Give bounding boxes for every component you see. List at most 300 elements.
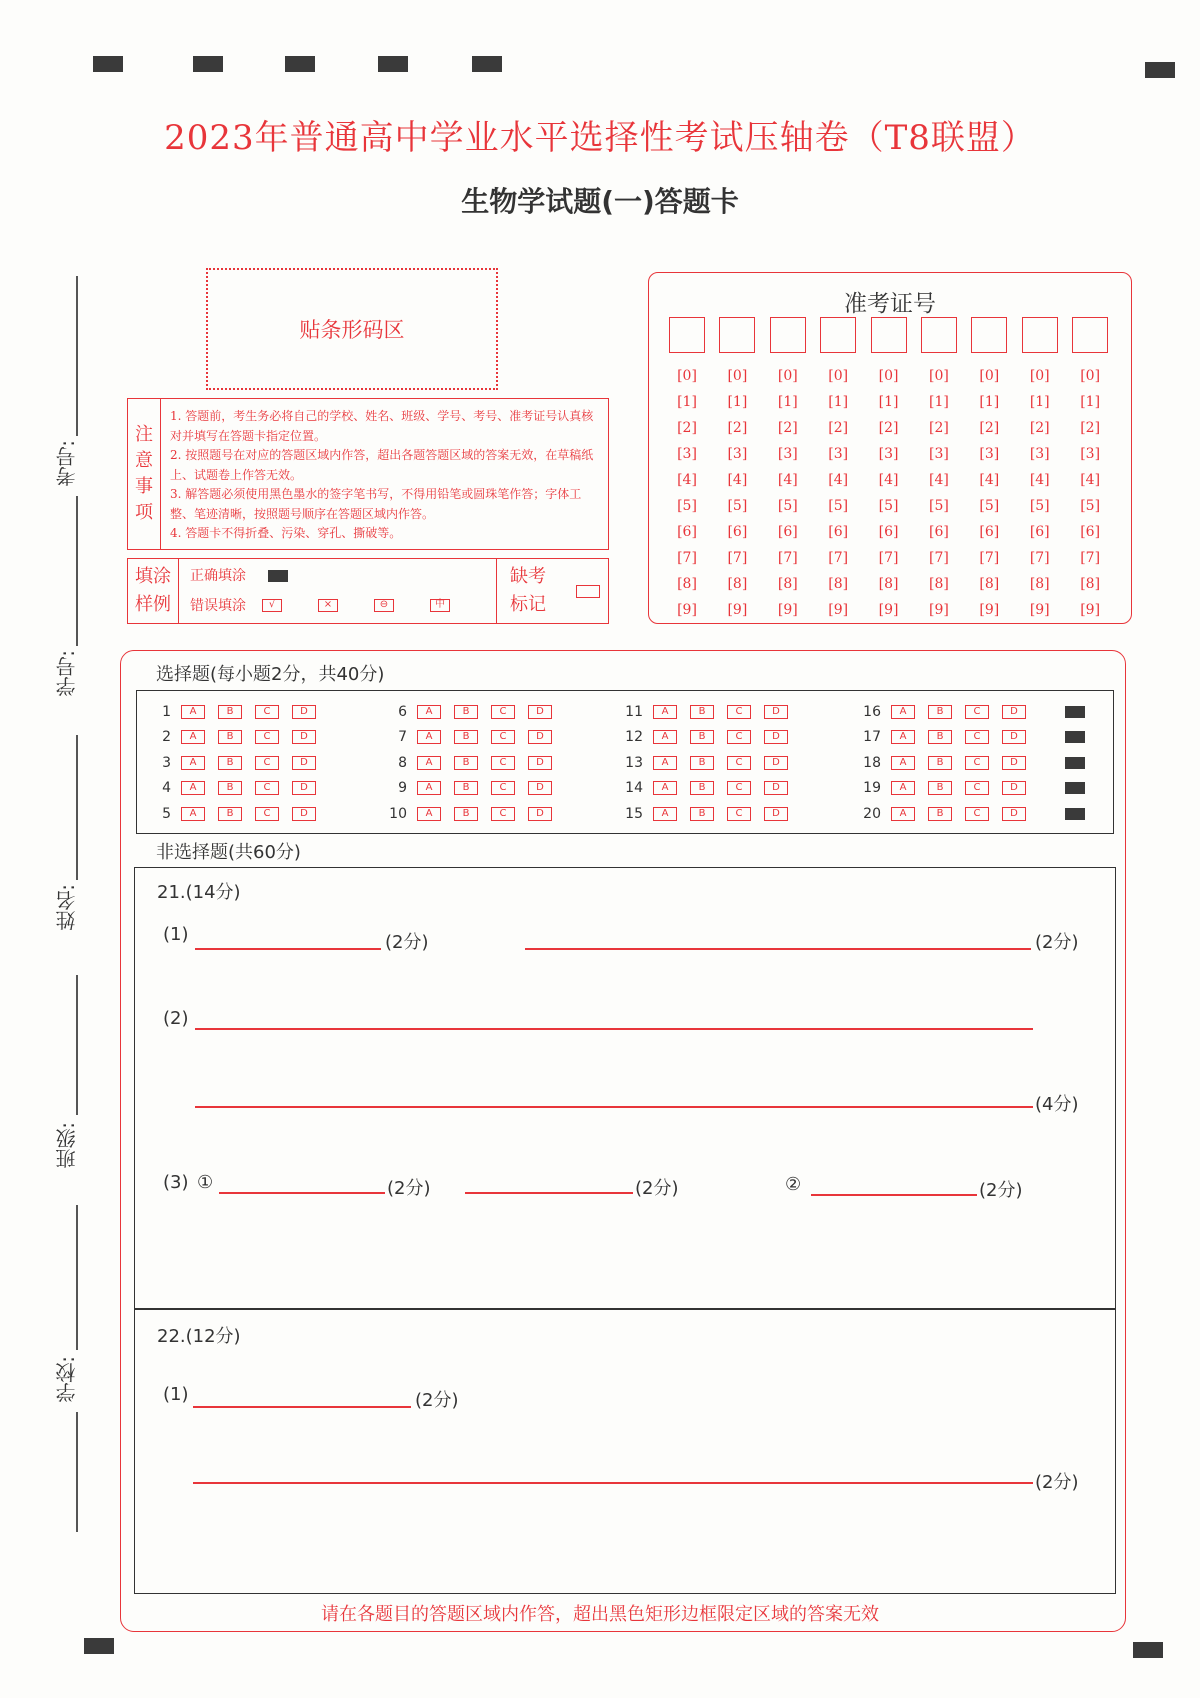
admission-digit-column [871, 317, 907, 623]
mc-option-b[interactable]: B [218, 756, 242, 770]
mc-option-b[interactable]: B [928, 781, 952, 795]
admission-digit-box[interactable] [921, 317, 957, 353]
admission-digit-option[interactable]: [7] [1080, 550, 1101, 566]
mc-option-b[interactable]: B [454, 756, 478, 770]
admission-digit-option[interactable]: [9] [929, 602, 949, 618]
notice-head [128, 399, 161, 549]
binding-line [76, 276, 78, 436]
admission-digit-option[interactable]: [2] [929, 420, 949, 436]
mc-option-d[interactable]: D [1002, 730, 1026, 744]
mc-option-a[interactable]: A [891, 705, 915, 719]
mc-question-row [609, 801, 801, 827]
admission-digit-option[interactable]: [0] [1080, 368, 1101, 384]
admission-digit-column [921, 317, 957, 623]
answer-line[interactable] [525, 948, 1031, 950]
answer-line[interactable] [195, 1028, 1033, 1030]
mc-question-number: 3 [162, 754, 171, 771]
position-mark [378, 56, 408, 72]
mc-option-c[interactable]: C [255, 756, 279, 770]
admission-digit-option[interactable]: [0] [929, 368, 949, 384]
admission-digit-option[interactable]: [6] [1029, 524, 1050, 540]
mc-option-a[interactable]: A [653, 756, 677, 770]
admission-digit-option[interactable]: [5] [1029, 498, 1050, 514]
notice-item: 3. 解答题必须使用黑色墨水的签字笔书写，不得用铅笔或圆珠笔作答；字体工整、笔迹清晰，按照题号顺序在答题区域内作答。 [170, 487, 582, 521]
admission-digit-box[interactable] [719, 317, 755, 353]
admission-digit-option[interactable]: [4] [979, 472, 1000, 488]
mc-option-d[interactable]: D [292, 756, 316, 770]
admission-digit-option[interactable]: [3] [1029, 446, 1050, 462]
admission-digit-box[interactable] [871, 317, 907, 353]
q22-part1-points-b: (2分) [1035, 1472, 1079, 1493]
mc-option-b[interactable]: B [454, 705, 478, 719]
mc-option-a[interactable]: A [653, 705, 677, 719]
mc-question-row [847, 750, 1085, 776]
answer-line[interactable] [219, 1192, 385, 1194]
mc-option-c[interactable]: C [255, 781, 279, 795]
mc-option-d[interactable]: D [528, 807, 552, 821]
binding-line [76, 1205, 78, 1350]
admission-digit-option[interactable]: [8] [878, 576, 899, 592]
mc-option-c[interactable]: C [727, 756, 751, 770]
mc-option-c[interactable]: C [727, 807, 751, 821]
admission-digit-option[interactable]: [5] [979, 498, 1000, 514]
admission-digit-option[interactable]: [1] [1080, 394, 1101, 410]
notice-head-char: 意 [135, 450, 153, 471]
mc-question-number: 17 [863, 729, 881, 746]
mc-option-c[interactable]: C [965, 705, 989, 719]
mc-question-row [373, 725, 565, 751]
admission-digit-option[interactable]: [5] [727, 498, 748, 514]
mc-option-c[interactable]: C [491, 781, 515, 795]
admission-digit-option[interactable]: [5] [828, 498, 849, 514]
position-mark [93, 56, 123, 72]
admission-digit-option[interactable]: [2] [1080, 420, 1101, 436]
mc-option-d[interactable]: D [764, 781, 788, 795]
row-timing-mark [1065, 808, 1085, 820]
admission-digit-option[interactable]: [1] [878, 394, 899, 410]
admission-digit-option[interactable]: [2] [727, 420, 748, 436]
wrong-fill-line: 中 [430, 599, 450, 612]
admission-digit-option[interactable]: [8] [777, 576, 798, 592]
mc-section-label: 选择题(每小题2分，共40分) [156, 664, 385, 685]
admission-digit-option[interactable]: [8] [727, 576, 748, 592]
admission-digit-option[interactable]: [3] [777, 446, 798, 462]
nc-section-label: 非选择题(共60分) [156, 842, 301, 863]
absent-checkbox[interactable] [576, 585, 600, 598]
notice-item: 2. 按照题号在对应的答题区域内作答，超出各题答题区域的答案无效，在草稿纸上、试题卷上作答无效。 [170, 448, 594, 482]
mc-option-b[interactable]: B [928, 730, 952, 744]
mc-question-number: 2 [162, 729, 171, 746]
mc-question-number: 13 [625, 754, 643, 771]
fill-head-text: 样例 [135, 594, 171, 615]
admission-digit-column [669, 317, 705, 623]
q21-part3-points-a: (2分) [387, 1178, 431, 1199]
wrong-fill-label: 错误填涂 [190, 598, 246, 614]
admission-digit-option[interactable]: [6] [828, 524, 849, 540]
mc-answer-box [136, 690, 1114, 834]
mc-question-row [609, 725, 801, 751]
admission-digit-option[interactable]: [3] [677, 446, 697, 462]
notice-head-char: 事 [135, 476, 153, 497]
admission-digit-option[interactable]: [8] [979, 576, 1000, 592]
mc-option-d[interactable]: D [528, 730, 552, 744]
q21-part1-label: (1) [163, 924, 189, 945]
page-title: 2023年普通高中学业水平选择性考试压轴卷（T8联盟） [164, 118, 1036, 158]
mc-question-row [137, 776, 329, 802]
mc-option-b[interactable]: B [928, 756, 952, 770]
mc-option-b[interactable]: B [454, 781, 478, 795]
mc-question-number: 10 [389, 805, 407, 822]
footer-warning: 请在各题目的答题区域内作答，超出黑色矩形边框限定区域的答案无效 [321, 1604, 879, 1625]
q22-part1-label: (1) [163, 1384, 189, 1405]
mc-option-d[interactable]: D [528, 705, 552, 719]
mc-option-b[interactable]: B [928, 705, 952, 719]
mc-option-a[interactable]: A [417, 705, 441, 719]
admission-digit-option[interactable]: [3] [727, 446, 748, 462]
position-mark [1145, 62, 1175, 78]
admission-digit-option[interactable]: [1] [1029, 394, 1050, 410]
mc-option-c[interactable]: C [491, 705, 515, 719]
position-mark [193, 56, 223, 72]
mc-group [137, 699, 329, 827]
row-timing-mark [1065, 731, 1085, 743]
kaohao-label: 考号: [55, 440, 79, 487]
admission-digit-column [1022, 317, 1058, 623]
admission-digit-option[interactable]: [2] [777, 420, 798, 436]
admission-digit-option[interactable]: [0] [878, 368, 899, 384]
admission-digit-option[interactable]: [3] [979, 446, 1000, 462]
page-subtitle: 生物学试题(一)答题卡 [461, 185, 739, 218]
mc-option-a[interactable]: A [181, 730, 205, 744]
mc-option-c[interactable]: C [965, 756, 989, 770]
fill-head-text: 填涂 [135, 566, 171, 587]
admission-digit-column [1072, 317, 1108, 623]
admission-digit-option[interactable]: [9] [677, 602, 697, 618]
admission-number-columns [669, 317, 1108, 623]
answer-line[interactable] [193, 1406, 411, 1408]
notice-body [170, 407, 600, 544]
mc-question-row [609, 776, 801, 802]
admission-digit-option[interactable]: [1] [929, 394, 949, 410]
q21-part3-points-c: (2分) [979, 1180, 1023, 1201]
mc-option-b[interactable]: B [690, 756, 714, 770]
mc-option-d[interactable]: D [292, 705, 316, 719]
xuexiao-label: 学校: [55, 1356, 79, 1403]
mc-question-row [137, 725, 329, 751]
question-divider [135, 1308, 1115, 1310]
mc-question-number: 16 [863, 703, 881, 720]
notice-item: 4. 答题卡不得折叠、污染、穿孔、撕破等。 [170, 526, 402, 540]
admission-digit-option[interactable]: [7] [979, 550, 1000, 566]
admission-digit-column [820, 317, 856, 623]
q21-part3-circle1: ① [197, 1172, 214, 1193]
binding-line [76, 1412, 78, 1532]
q21-part2-points: (4分) [1035, 1094, 1079, 1115]
mc-option-d[interactable]: D [1002, 781, 1026, 795]
q22-part1-points: (2分) [415, 1390, 459, 1411]
mc-option-a[interactable]: A [181, 807, 205, 821]
admission-digit-option[interactable]: [3] [929, 446, 949, 462]
mc-option-c[interactable]: C [491, 730, 515, 744]
answer-line[interactable] [195, 1106, 1033, 1108]
correct-fill-label: 正确填涂 [190, 568, 246, 584]
admission-digit-option[interactable]: [5] [677, 498, 697, 514]
mc-group [373, 699, 565, 827]
barcode-area[interactable] [206, 268, 498, 390]
admission-digit-option[interactable]: [7] [828, 550, 849, 566]
barcode-label: 贴条形码区 [299, 318, 405, 342]
mc-option-c[interactable]: C [727, 730, 751, 744]
admission-digit-option[interactable]: [5] [777, 498, 798, 514]
mc-option-d[interactable]: D [292, 781, 316, 795]
mc-option-a[interactable]: A [417, 807, 441, 821]
admission-digit-option[interactable]: [6] [1080, 524, 1101, 540]
mc-question-row [847, 699, 1085, 725]
mc-question-number: 7 [398, 729, 407, 746]
admission-digit-option[interactable]: [7] [878, 550, 899, 566]
admission-digit-option[interactable]: [3] [878, 446, 899, 462]
answer-line[interactable] [811, 1194, 977, 1196]
mc-question-row [373, 801, 565, 827]
admission-digit-option[interactable]: [0] [979, 368, 1000, 384]
admission-digit-option[interactable]: [8] [1029, 576, 1050, 592]
mc-option-c[interactable]: C [491, 756, 515, 770]
mc-question-number: 19 [863, 780, 881, 797]
admission-digit-option[interactable]: [0] [828, 368, 849, 384]
admission-digit-option[interactable]: [9] [828, 602, 849, 618]
q21-part1-points-a: (2分) [385, 932, 429, 953]
mc-option-c[interactable]: C [255, 730, 279, 744]
mc-question-row [847, 776, 1085, 802]
mc-question-number: 11 [625, 703, 643, 720]
mc-option-c[interactable]: C [255, 705, 279, 719]
admission-digit-option[interactable]: [6] [727, 524, 748, 540]
mc-question-row [609, 699, 801, 725]
admission-digit-column [971, 317, 1007, 623]
admission-digit-option[interactable]: [0] [777, 368, 798, 384]
admission-digit-option[interactable]: [1] [828, 394, 849, 410]
mc-option-a[interactable]: A [417, 730, 441, 744]
admission-digit-box[interactable] [669, 317, 705, 353]
mc-option-a[interactable]: A [891, 756, 915, 770]
admission-digit-option[interactable]: [4] [1029, 472, 1050, 488]
admission-digit-option[interactable]: [7] [727, 550, 748, 566]
mc-option-d[interactable]: D [292, 807, 316, 821]
mc-question-number: 5 [162, 805, 171, 822]
notice-box [127, 398, 609, 550]
mc-option-c[interactable]: C [491, 807, 515, 821]
position-mark [1133, 1642, 1163, 1658]
absent-label: 缺考 [510, 566, 546, 587]
mc-option-d[interactable]: D [528, 781, 552, 795]
mc-option-b[interactable]: B [690, 705, 714, 719]
admission-digit-option[interactable]: [4] [929, 472, 949, 488]
admission-digit-column [719, 317, 755, 623]
admission-digit-option[interactable]: [4] [1080, 472, 1101, 488]
mc-option-a[interactable]: A [417, 756, 441, 770]
mc-question-number: 9 [398, 780, 407, 797]
q22-head: 22.(12分) [157, 1326, 241, 1347]
mc-question-row [137, 801, 329, 827]
mc-question-row [847, 801, 1085, 827]
mc-option-a[interactable]: A [891, 781, 915, 795]
admission-digit-option[interactable]: [4] [727, 472, 748, 488]
admission-digit-option[interactable]: [2] [828, 420, 849, 436]
mc-question-number: 18 [863, 754, 881, 771]
mc-option-d[interactable]: D [1002, 807, 1026, 821]
answer-line[interactable] [195, 948, 381, 950]
mc-question-row [137, 699, 329, 725]
mc-option-b[interactable]: B [218, 705, 242, 719]
admission-digit-option[interactable]: [5] [878, 498, 899, 514]
mc-question-row [847, 725, 1085, 751]
mc-option-b[interactable]: B [928, 807, 952, 821]
fill-example-head [128, 559, 179, 623]
admission-digit-option[interactable]: [6] [777, 524, 798, 540]
mc-question-number: 15 [625, 805, 643, 822]
admission-digit-option[interactable]: [0] [677, 368, 697, 384]
fill-example-samples [178, 559, 497, 623]
mc-option-a[interactable]: A [181, 756, 205, 770]
mc-option-b[interactable]: B [218, 730, 242, 744]
mc-option-a[interactable]: A [653, 807, 677, 821]
admission-digit-option[interactable]: [1] [979, 394, 1000, 410]
mc-option-b[interactable]: B [218, 781, 242, 795]
admission-digit-option[interactable]: [1] [677, 394, 697, 410]
admission-digit-option[interactable]: [4] [878, 472, 899, 488]
position-mark [84, 1638, 114, 1654]
admission-digit-option[interactable]: [9] [878, 602, 899, 618]
admission-digit-option[interactable]: [6] [929, 524, 949, 540]
mc-question-number: 12 [625, 729, 643, 746]
mc-option-a[interactable]: A [653, 730, 677, 744]
admission-digit-option[interactable]: [0] [727, 368, 748, 384]
mc-option-d[interactable]: D [528, 756, 552, 770]
correct-fill-sample [268, 570, 288, 582]
mc-option-d[interactable]: D [764, 756, 788, 770]
admission-digit-option[interactable]: [8] [1080, 576, 1101, 592]
answer-line[interactable] [193, 1482, 1033, 1484]
absent-label: 标记 [510, 594, 546, 615]
q21-head: 21.(14分) [157, 882, 241, 903]
binding-line [76, 735, 78, 880]
mc-option-a[interactable]: A [181, 705, 205, 719]
mc-option-d[interactable]: D [764, 705, 788, 719]
mc-question-row [137, 750, 329, 776]
admission-digit-option[interactable]: [3] [828, 446, 849, 462]
admission-digit-option[interactable]: [4] [677, 472, 697, 488]
admission-digit-option[interactable]: [9] [727, 602, 748, 618]
q21-part3-points-b: (2分) [635, 1178, 679, 1199]
admission-digit-option[interactable]: [2] [979, 420, 1000, 436]
mc-option-b[interactable]: B [690, 730, 714, 744]
q21-part3-label: (3) [163, 1172, 189, 1193]
mc-option-d[interactable]: D [1002, 705, 1026, 719]
mc-option-c[interactable]: C [965, 807, 989, 821]
mc-option-a[interactable]: A [417, 781, 441, 795]
mc-option-b[interactable]: B [454, 730, 478, 744]
mc-option-a[interactable]: A [891, 807, 915, 821]
admission-digit-box[interactable] [820, 317, 856, 353]
q21-part2-label: (2) [163, 1008, 189, 1029]
admission-digit-box[interactable] [971, 317, 1007, 353]
notice-head-char: 注 [135, 424, 153, 445]
admission-digit-option[interactable]: [9] [1029, 602, 1050, 618]
mc-option-c[interactable]: C [255, 807, 279, 821]
admission-digit-option[interactable]: [2] [1029, 420, 1050, 436]
mc-question-row [373, 699, 565, 725]
mc-option-b[interactable]: B [690, 807, 714, 821]
admission-number-title: 准考证号 [844, 291, 936, 317]
mc-option-c[interactable]: C [965, 730, 989, 744]
position-mark [472, 56, 502, 72]
mc-option-c[interactable]: C [965, 781, 989, 795]
mc-question-number: 4 [162, 780, 171, 797]
admission-digit-option[interactable]: [8] [929, 576, 949, 592]
answer-line[interactable] [465, 1192, 633, 1194]
admission-digit-option[interactable]: [7] [929, 550, 949, 566]
mc-question-number: 6 [398, 703, 407, 720]
mc-option-b[interactable]: B [454, 807, 478, 821]
admission-digit-option[interactable]: [2] [677, 420, 697, 436]
mc-option-a[interactable]: A [181, 781, 205, 795]
admission-digit-option[interactable]: [1] [777, 394, 798, 410]
admission-digit-option[interactable]: [7] [777, 550, 798, 566]
mc-question-number: 20 [863, 805, 881, 822]
admission-digit-option[interactable]: [6] [677, 524, 697, 540]
mc-option-d[interactable]: D [764, 730, 788, 744]
mc-option-c[interactable]: C [727, 705, 751, 719]
admission-digit-option[interactable]: [7] [677, 550, 697, 566]
q21-part3-circle2: ② [785, 1174, 802, 1195]
admission-digit-option[interactable]: [5] [929, 498, 949, 514]
admission-digit-option[interactable]: [9] [777, 602, 798, 618]
mc-option-b[interactable]: B [218, 807, 242, 821]
admission-digit-option[interactable]: [9] [979, 602, 1000, 618]
admission-digit-option[interactable]: [3] [1080, 446, 1101, 462]
mc-option-a[interactable]: A [653, 781, 677, 795]
row-timing-mark [1065, 757, 1085, 769]
mc-option-c[interactable]: C [727, 781, 751, 795]
admission-digit-box[interactable] [770, 317, 806, 353]
admission-digit-option[interactable]: [5] [1080, 498, 1101, 514]
admission-digit-option[interactable]: [1] [727, 394, 748, 410]
wrong-fill-cross: × [318, 599, 338, 612]
admission-digit-option[interactable]: [7] [1029, 550, 1050, 566]
admission-digit-option[interactable]: [4] [777, 472, 798, 488]
admission-digit-option[interactable]: [0] [1029, 368, 1050, 384]
mc-question-number: 1 [162, 703, 171, 720]
q21-part1-points-b: (2分) [1035, 932, 1079, 953]
mc-question-row [373, 750, 565, 776]
mc-option-b[interactable]: B [690, 781, 714, 795]
admission-digit-option[interactable]: [9] [1080, 602, 1101, 618]
mc-question-number: 14 [625, 780, 643, 797]
admission-digit-option[interactable]: [4] [828, 472, 849, 488]
mc-option-a[interactable]: A [891, 730, 915, 744]
admission-digit-option[interactable]: [8] [677, 576, 697, 592]
mc-option-d[interactable]: D [292, 730, 316, 744]
mc-option-d[interactable]: D [764, 807, 788, 821]
admission-digit-option[interactable]: [2] [878, 420, 899, 436]
admission-digit-option[interactable]: [6] [878, 524, 899, 540]
mc-option-d[interactable]: D [1002, 756, 1026, 770]
admission-digit-option[interactable]: [8] [828, 576, 849, 592]
notice-item: 1. 答题前，考生务必将自己的学校、姓名、班级、学号、考号、准考证号认真核对并填写在答题卡指定位置。 [170, 409, 594, 443]
admission-digit-box[interactable] [1072, 317, 1108, 353]
admission-digit-box[interactable] [1022, 317, 1058, 353]
admission-digit-option[interactable]: [6] [979, 524, 1000, 540]
